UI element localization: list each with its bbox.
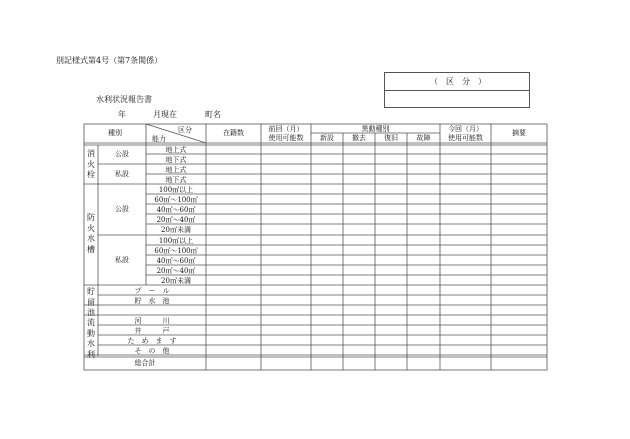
item-below-private: 地下式	[165, 176, 187, 184]
item-above-public: 地上式	[165, 146, 187, 154]
group-tank: 防火水槽	[87, 213, 95, 254]
header-now-line2: 使用可能数	[448, 134, 483, 142]
form-number: 別記様式第4号（第7条関係）	[56, 56, 163, 65]
header-count: 在籍数	[223, 129, 244, 137]
document-title: 水利状況報告書	[96, 95, 152, 104]
item-reservoir: 貯 水 池	[134, 297, 170, 305]
header-kind: 種別	[108, 129, 122, 137]
header-kubun: 区分	[178, 126, 192, 134]
item-tank-public-20: 20㎥〜40㎥	[156, 216, 196, 224]
date-month: 月現在	[153, 110, 177, 119]
header-new: 新設	[320, 134, 334, 142]
header-fault: 故障	[416, 134, 431, 142]
kubun-label: （ 区 分 ）	[430, 77, 486, 86]
header-remove: 撤去	[352, 134, 366, 142]
item-tamemasu: た め ま す	[127, 337, 177, 345]
item-above-private: 地上式	[165, 166, 187, 174]
header-prev-line2: 使用可能数	[268, 134, 304, 142]
item-river: 河 川	[134, 317, 170, 325]
grand-total-label: 総合計	[134, 359, 156, 367]
header-restore: 復旧	[384, 134, 398, 142]
item-tank-public-less: 20㎥未満	[161, 226, 191, 234]
item-well: 井 戸	[134, 327, 170, 335]
hydrant-public: 公設	[115, 150, 129, 158]
header-change: 異動種別	[361, 125, 390, 133]
item-tank-public-40: 40㎥〜60㎥	[156, 206, 196, 214]
tank-public: 公設	[115, 205, 129, 213]
group-hydrant: 消火栓	[87, 149, 95, 179]
header-capacity: 能力	[152, 135, 166, 143]
item-tank-public-60: 60㎥〜100㎥	[154, 196, 198, 204]
group-pond: 貯留池	[87, 287, 95, 317]
item-tank-public-100: 100㎥以上	[158, 186, 194, 194]
tank-private: 私設	[115, 256, 129, 264]
item-tank-private-60: 60㎥〜100㎥	[154, 247, 198, 255]
item-tank-private-less: 20㎥未満	[161, 277, 191, 285]
header-now-line1: 今回（月）	[448, 125, 483, 133]
item-other: そ の 他	[134, 347, 170, 355]
item-tank-private-20: 20㎥〜40㎥	[156, 267, 196, 275]
group-stream: 流動水利	[87, 318, 95, 359]
item-below-public: 地下式	[165, 156, 187, 164]
item-tank-private-40: 40㎥〜60㎥	[156, 257, 196, 265]
item-tank-private-100: 100㎥以上	[158, 237, 194, 245]
header-prev-line1: 前回（月）	[268, 125, 304, 133]
hydrant-private: 私設	[115, 170, 129, 178]
town-name-label: 町名	[205, 110, 221, 119]
header-note: 摘要	[512, 129, 526, 137]
date-year: 年	[118, 110, 126, 119]
item-pool: プ ー ル	[134, 287, 170, 295]
